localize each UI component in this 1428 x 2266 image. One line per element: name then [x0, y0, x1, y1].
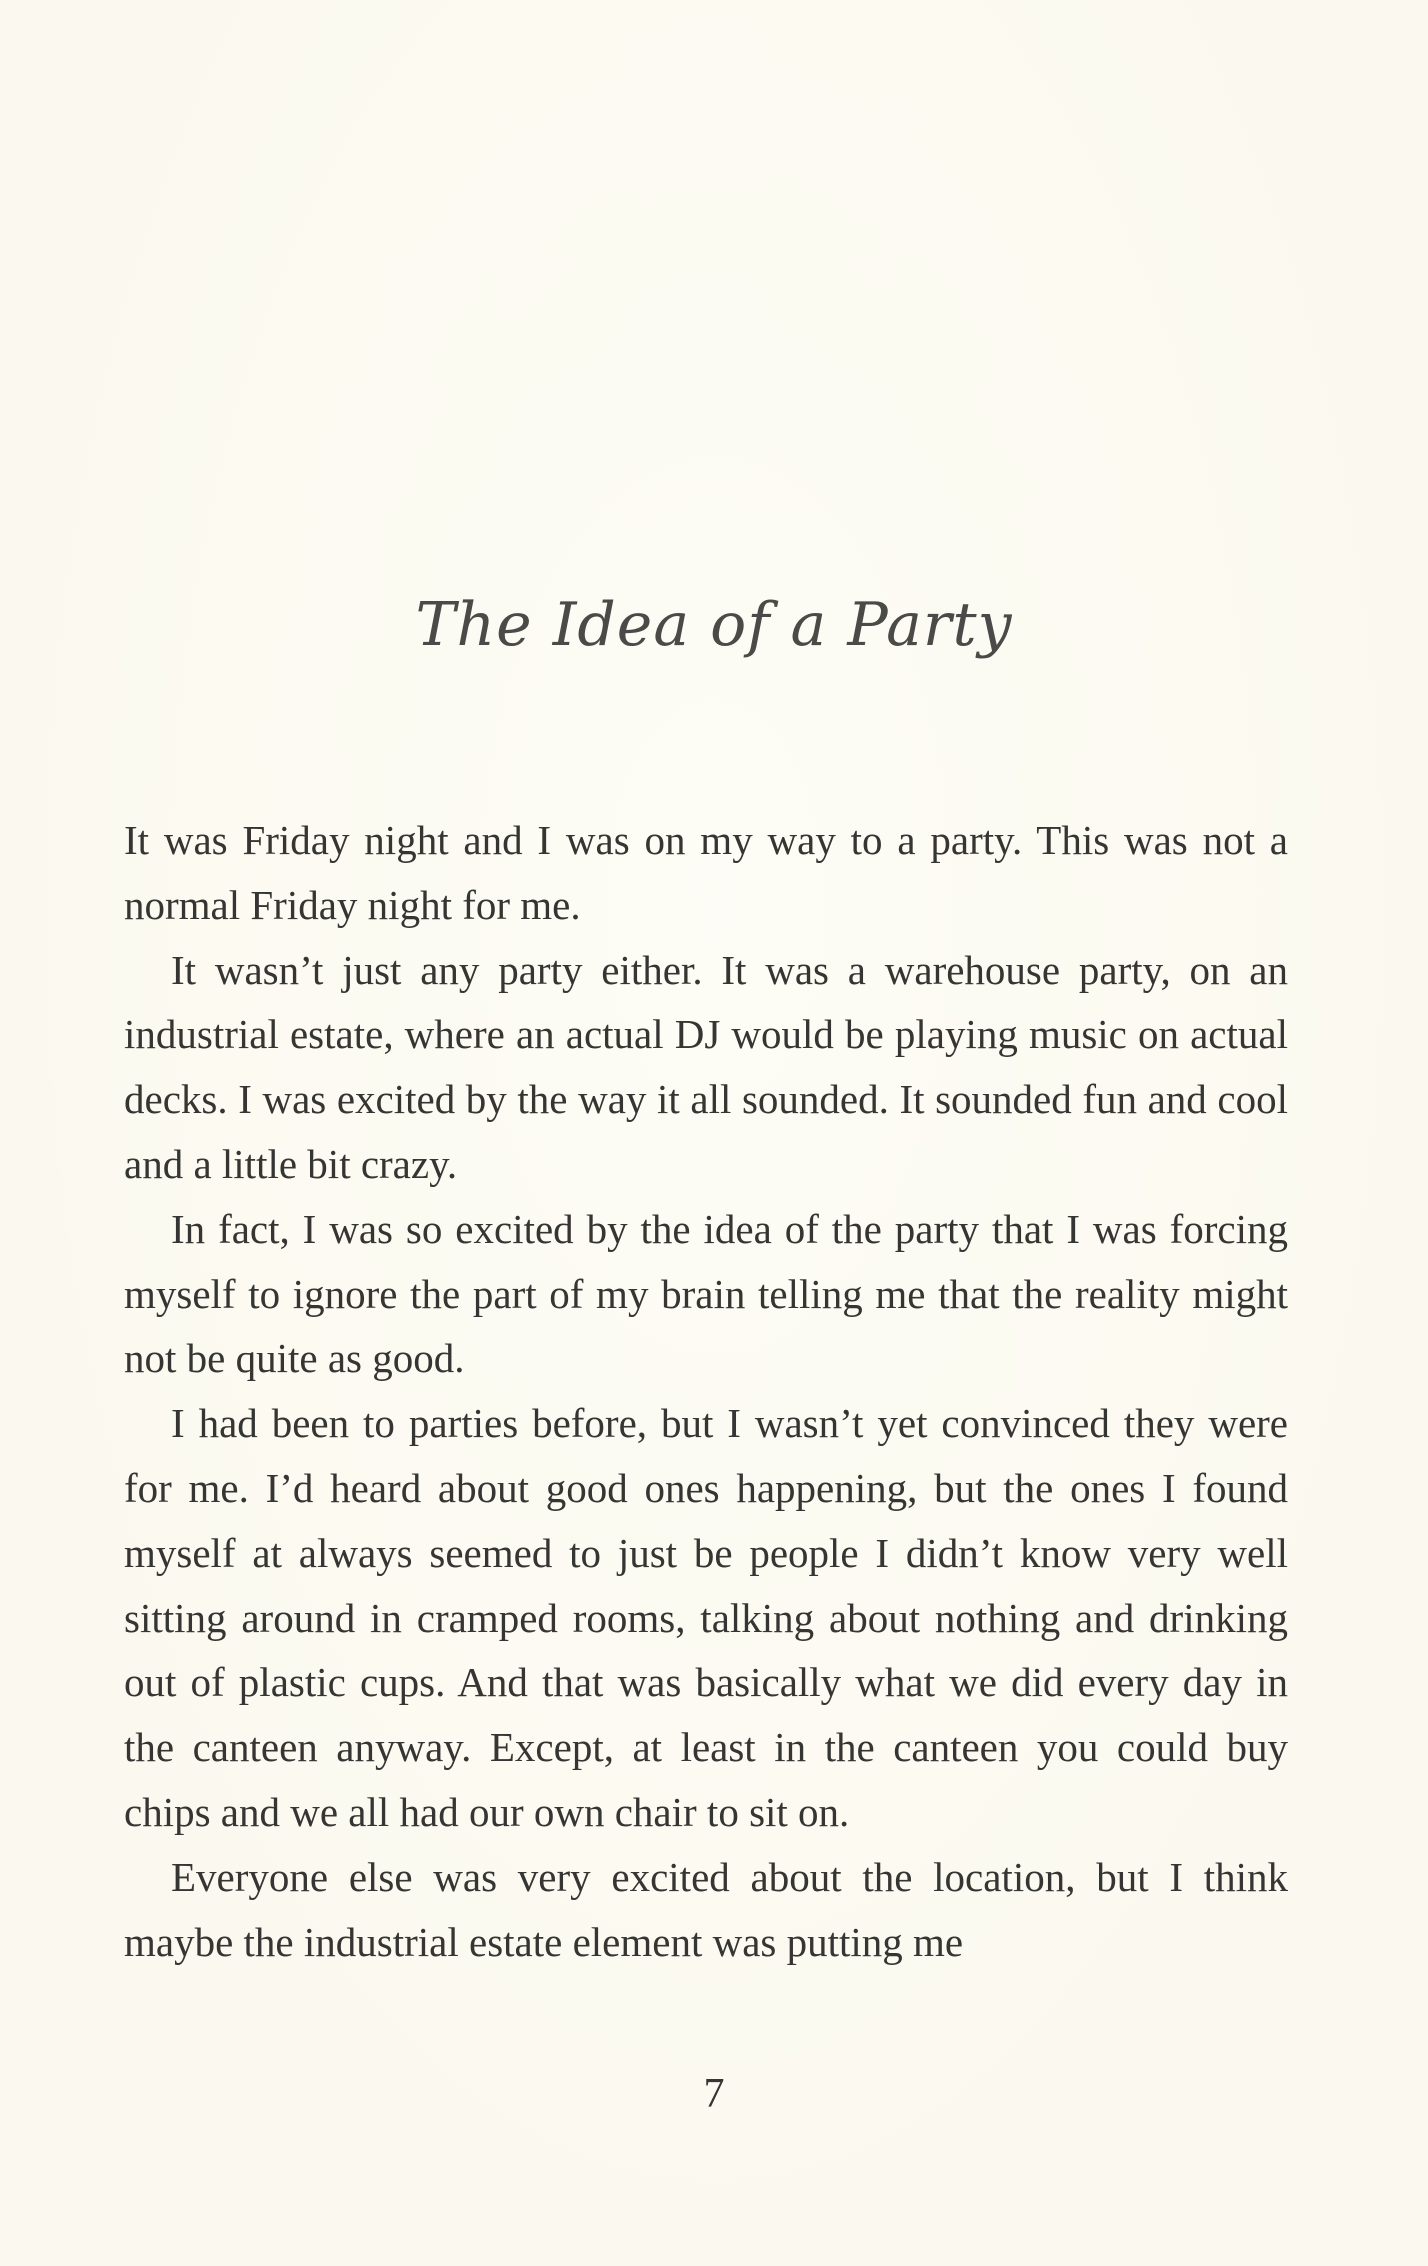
paragraph-5: Everyone else was very excited about the location, but I think maybe the industrial estate element was putting me [124, 1853, 1288, 1965]
page-number: 7 [703, 2071, 725, 2117]
paragraph-1: It was Friday night and I was on my way to a party. This was not a normal Friday night for me. [124, 817, 1288, 928]
chapter-title: The Idea of a Party [415, 590, 1013, 660]
paragraph-2: It wasn’t just any party either. It was a warehouse party, on an industrial estate, where an actual DJ would be playing music on actual decks. I was excited by the way it all sounded. It sounded fun and cool and a little bit crazy. [124, 946, 1288, 1187]
paragraph-4: I had been to parties before, but I wasn’t yet convinced they were for me. I’d heard about good ones happening, but the ones I found myself at always seemed to just be people I didn’t know very well sitting around in cramped rooms, talking about nothing and drinking out of plastic cups. And that was basically what we did every day in the canteen anyway. Except, at least in the canteen you could buy chips and we all had our own chair to sit on. [124, 1400, 1288, 1835]
paragraph-3: In fact, I was so excited by the idea of the party that I was forcing myself to ignore the part of my brain telling me that the reality might not be quite as good. [124, 1205, 1288, 1382]
body-text [124, 808, 1288, 1974]
